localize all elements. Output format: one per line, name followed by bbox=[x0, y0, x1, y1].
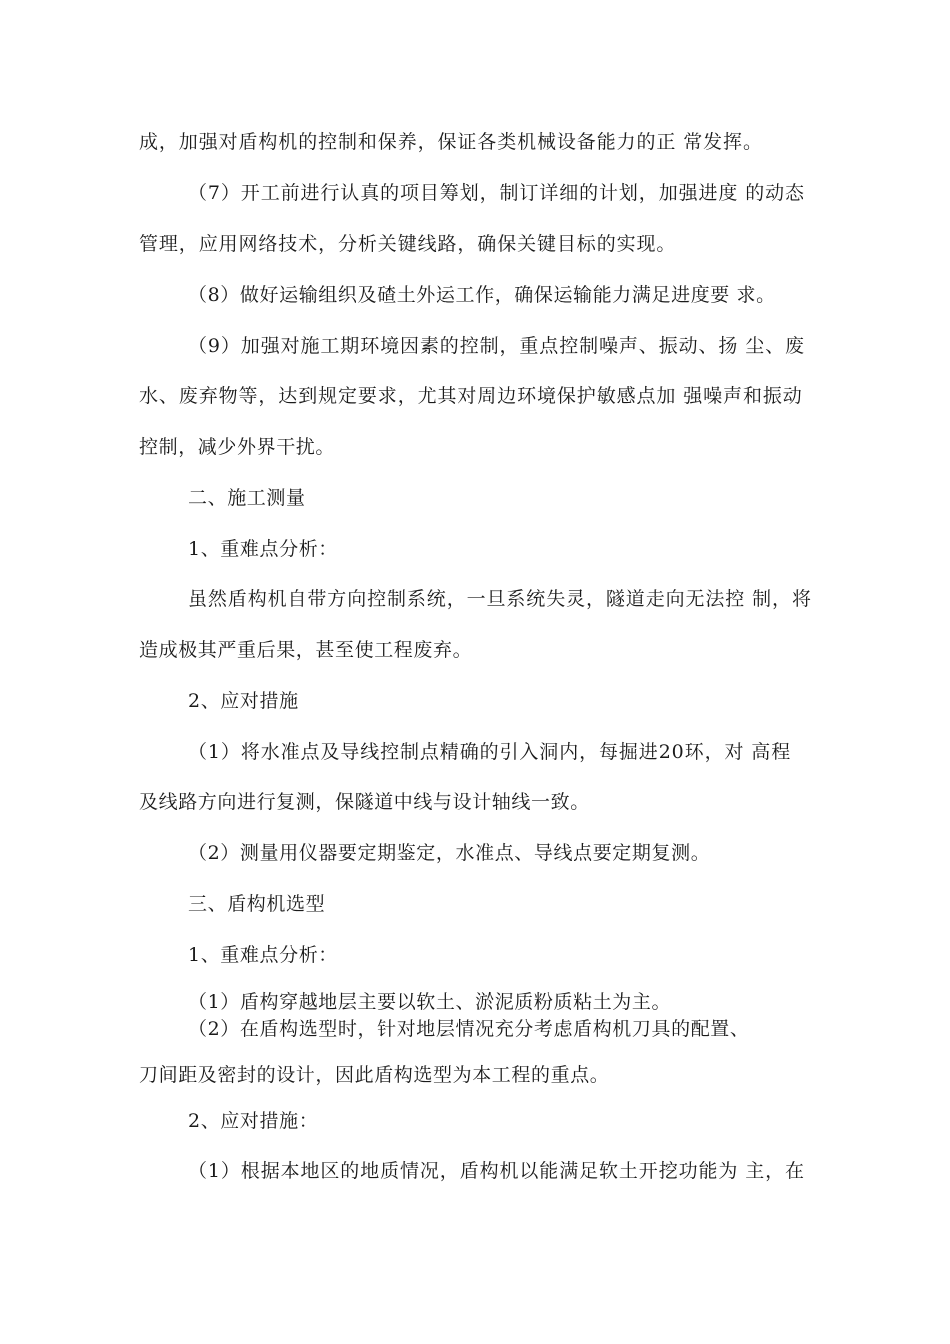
paragraph-line: 水、废弃物等，达到规定要求，尤其对周边环境保护敏感点加 强噪声和振动 bbox=[139, 385, 803, 407]
paragraph-line: 及线路方向进行复测，保隧道中线与设计轴线一致。 bbox=[139, 791, 590, 813]
paragraph-line: 刀间距及密封的设计，因此盾构选型为本工程的重点。 bbox=[139, 1064, 610, 1086]
paragraph-line: （2）测量用仪器要定期鉴定，水准点、导线点要定期复测。 bbox=[188, 842, 711, 864]
paragraph-line: 成，加强对盾构机的控制和保养，保证各类机械设备能力的正 常发挥。 bbox=[139, 131, 763, 153]
subsection-heading: 2、应对措施 bbox=[188, 690, 299, 712]
subsection-heading: 2、应对措施： bbox=[188, 1110, 319, 1132]
paragraph-line: （8）做好运输组织及碴土外运工作，确保运输能力满足进度要 求。 bbox=[188, 284, 776, 306]
subsection-heading: 1、重难点分析： bbox=[188, 944, 338, 966]
paragraph-line: （1）将水准点及导线控制点精确的引入洞内，每掘进20环，对 高程 bbox=[188, 741, 792, 763]
paragraph-line: 虽然盾构机自带方向控制系统，一旦系统失灵，隧道走向无法控 制，将 bbox=[188, 588, 812, 610]
section-heading: 二、施工测量 bbox=[188, 487, 306, 509]
paragraph-line: （1）根据本地区的地质情况，盾构机以能满足软土开挖功能为 主，在 bbox=[188, 1160, 805, 1182]
paragraph-line: 管理，应用网络技术，分析关键线路，确保关键目标的实现。 bbox=[139, 233, 677, 255]
paragraph-line: 控制，减少外界干扰。 bbox=[139, 436, 336, 458]
subsection-heading: 1、重难点分析： bbox=[188, 538, 338, 560]
paragraph-line: （2）在盾构选型时，针对地层情况充分考虑盾构机刀具的配置、 bbox=[188, 1018, 750, 1040]
paragraph-line: （9）加强对施工期环境因素的控制，重点控制噪声、振动、扬 尘、废 bbox=[188, 335, 805, 357]
paragraph-line: （7）开工前进行认真的项目筹划，制订详细的计划，加强进度 的动态 bbox=[188, 182, 805, 204]
paragraph-line: 造成极其严重后果，甚至使工程废弃。 bbox=[139, 639, 473, 661]
paragraph-line: （1）盾构穿越地层主要以软土、淤泥质粉质粘土为主。 bbox=[188, 991, 672, 1013]
section-heading: 三、盾构机选型 bbox=[188, 893, 326, 915]
